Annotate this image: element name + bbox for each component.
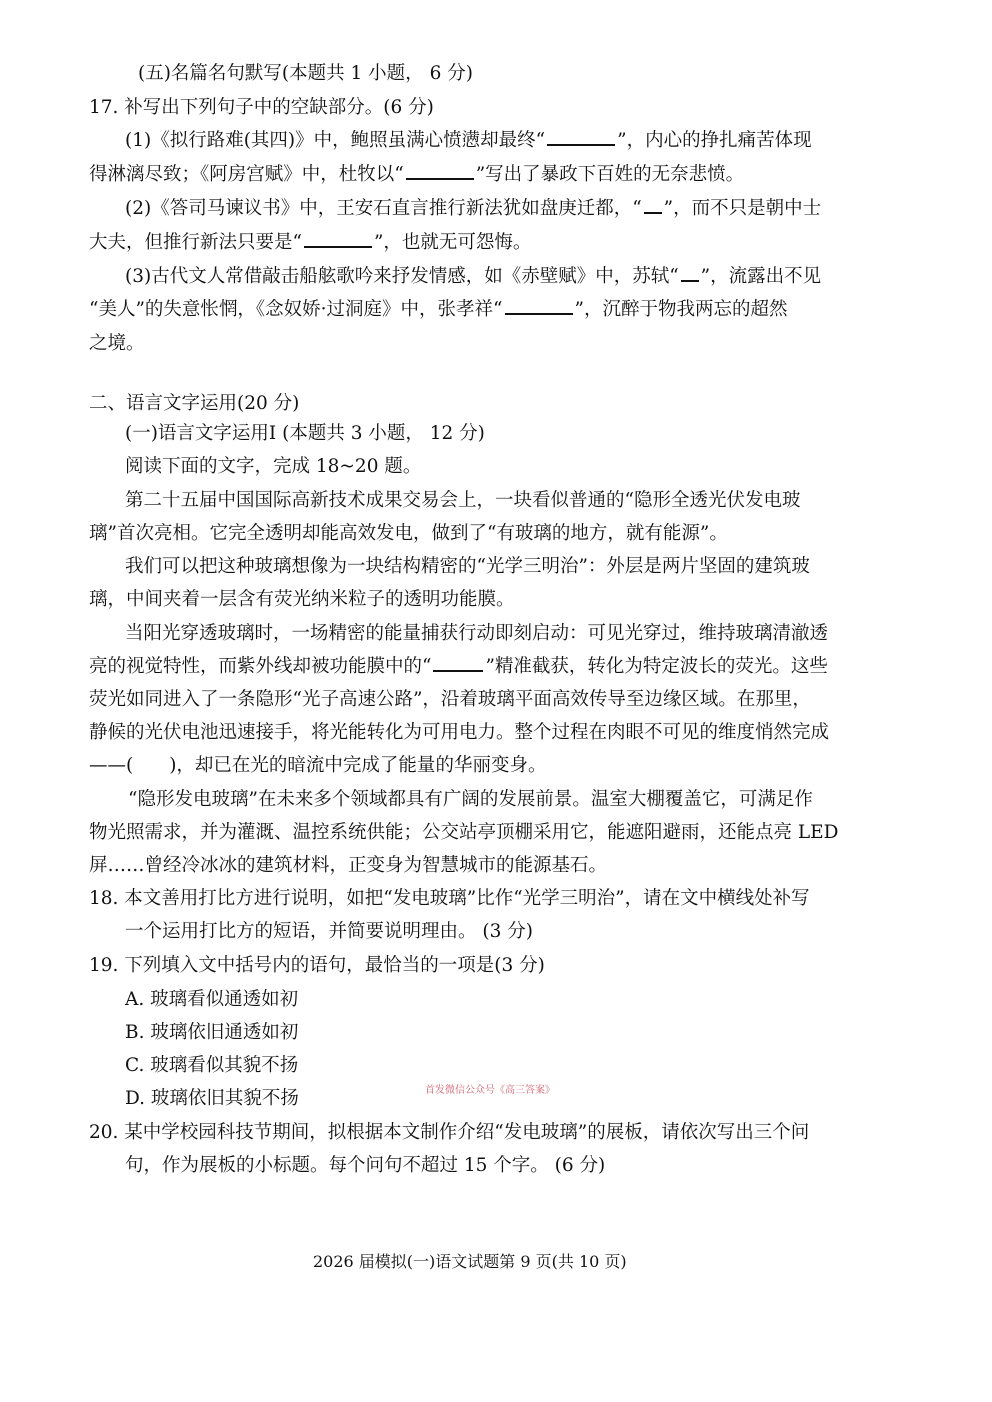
q19-option-a[interactable]: A. 玻璃看似通透如初 [125, 989, 299, 1010]
passage-p3-text-d: )，却已在光的暗流中完成了能量的华丽变身。 [169, 755, 547, 776]
q17-item3-line2 [89, 297, 787, 323]
passage-p3-line4: 静候的光伏电池迅速接手，将光能转化为可用电力。整个过程在肉眼不可见的维度悄然完成 [89, 722, 830, 743]
q17-item1-text-b: ”，内心的挣扎痛苦体现 [617, 130, 812, 151]
q17-stem: 17. 补写出下列句子中的空缺部分。(6 分) [89, 97, 434, 118]
passage-p4-line1: “隐形发电玻璃”在未来多个领域都具有广阔的发展前景。温室大棚覆盖它，可满足作 [128, 789, 813, 810]
passage-intro: 阅读下面的文字，完成 18~20 题。 [125, 456, 422, 477]
q19-option-c[interactable]: C. 玻璃看似其貌不扬 [125, 1055, 299, 1076]
passage-p4-line3: 屏……曾经冷冰冰的建筑材料，正变身为智慧城市的能源基石。 [89, 855, 608, 876]
q19-option-d[interactable]: D. 玻璃依旧其貌不扬 [125, 1088, 299, 1109]
q17-item2-text-a: (2)《答司马谏议书》中，王安石直言推行新法犹如盘庚迁都，“ [125, 198, 642, 219]
q17-blank-4[interactable] [304, 245, 372, 248]
q18-line2: 一个运用打比方的短语，并简要说明理由。 (3 分) [125, 921, 533, 942]
q17-item2-text-b: ”，而不只是朝中士 [663, 198, 822, 219]
passage-p3-text-b: ”精准截获，转化为特定波长的荧光。这些 [485, 656, 828, 677]
part2-heading: 二、语言文字运用(20 分) [89, 393, 300, 414]
page-footer: 2026 届模拟(一)语文试题第 9 页(共 10 页) [313, 1252, 627, 1271]
passage-p3-text-a: 亮的视觉特性，而紫外线却被功能膜中的“ [89, 656, 432, 677]
q18-line1: 18. 本文善用打比方进行说明，如把“发电玻璃”比作“光学三明治”，请在文中横线处补写 [89, 888, 810, 909]
q20-line2: 句，作为展板的小标题。每个问句不超过 15 个字。 (6 分) [125, 1155, 606, 1176]
passage-p2-line1: 我们可以把这种玻璃想像为一块结构精密的“光学三明治”：外层是两片坚固的建筑玻 [125, 556, 810, 577]
q17-item1-text-d: ”写出了暴政下百姓的无奈悲愤。 [475, 164, 745, 185]
q17-item1-text-a: (1)《拟行路难(其四)》中，鲍照虽满心愤懑却最终“ [125, 130, 546, 151]
q17-item3-text-c: “美人”的失意怅惘，《念奴娇·过洞庭》中，张孝祥“ [89, 299, 503, 320]
q17-blank-1[interactable] [547, 143, 615, 146]
q17-item2-line1 [125, 196, 821, 222]
passage-p2-line2: 璃，中间夹着一层含有荧光纳米粒子的透明功能膜。 [89, 589, 515, 610]
passage-p4-line2: 物光照需求，并为灌溉、温控系统供能；公交站亭顶棚采用它，能遮阳避雨，还能点亮 LED [89, 822, 839, 843]
q17-item1-line1 [125, 128, 812, 154]
q17-blank-3[interactable] [644, 211, 662, 214]
q17-item1-text-c: 得淋漓尽致；《阿房宫赋》中，杜牧以“ [89, 164, 404, 185]
passage-p3-line5 [89, 753, 546, 779]
passage-p1-line2: 璃”首次亮相。它完全透明却能高效发电，做到了“有玻璃的地方，就有能源”。 [89, 523, 728, 544]
passage-p3-line1: 当阳光穿透玻璃时，一场精密的能量捕获行动即刻启动：可见光穿过，维持玻璃清澈透 [125, 623, 829, 644]
section-heading-5: (五)名篇名句默写(本题共 1 小题， 6 分) [138, 63, 473, 84]
passage-blank[interactable] [433, 669, 483, 672]
passage-p3-line3: 荧光如同进入了一条隐形“光子高速公路”，沿着玻璃平面高效传导至边缘区域。在那里， [89, 689, 811, 710]
q17-blank-6[interactable] [505, 312, 573, 315]
passage-p3-line2 [89, 654, 828, 680]
passage-p1-line1: 第二十五届中国国际高新技术成果交易会上，一块看似普通的“隐形全透光伏发电玻 [125, 490, 801, 511]
q17-item2-text-c: 大夫，但推行新法只要是“ [89, 232, 302, 253]
q17-item3-text-b: ”，流露出不见 [700, 266, 822, 287]
q17-blank-5[interactable] [681, 279, 699, 282]
passage-p3-text-c: ——( [89, 755, 134, 776]
q20-line1: 20. 某中学校园科技节期间，拟根据本文制作介绍“发电玻璃”的展板，请依次写出三个问 [89, 1122, 810, 1143]
watermark: 首发微信公众号《高三答案》 [425, 1085, 555, 1096]
q17-item1-line2 [89, 162, 744, 188]
q17-blank-2[interactable] [406, 177, 474, 180]
q17-item2-line2 [89, 230, 531, 256]
q17-item2-text-d: ”，也就无可怨悔。 [373, 232, 532, 253]
part2-subheading: (一)语言文字运用Ⅰ (本题共 3 小题， 12 分) [125, 423, 485, 444]
q17-item3-text-a: (3)古代文人常借敲击船舷歌吟来抒发情感，如《赤壁赋》中，苏轼“ [125, 266, 679, 287]
q19-option-b[interactable]: B. 玻璃依旧通透如初 [125, 1022, 299, 1043]
q17-item3-line1 [125, 264, 821, 290]
q17-item3-line3: 之境。 [89, 333, 145, 354]
q17-item3-text-d: ”，沉醉于物我两忘的超然 [574, 299, 788, 320]
q19-stem: 19. 下列填入文中括号内的语句，最恰当的一项是(3 分) [89, 955, 545, 976]
